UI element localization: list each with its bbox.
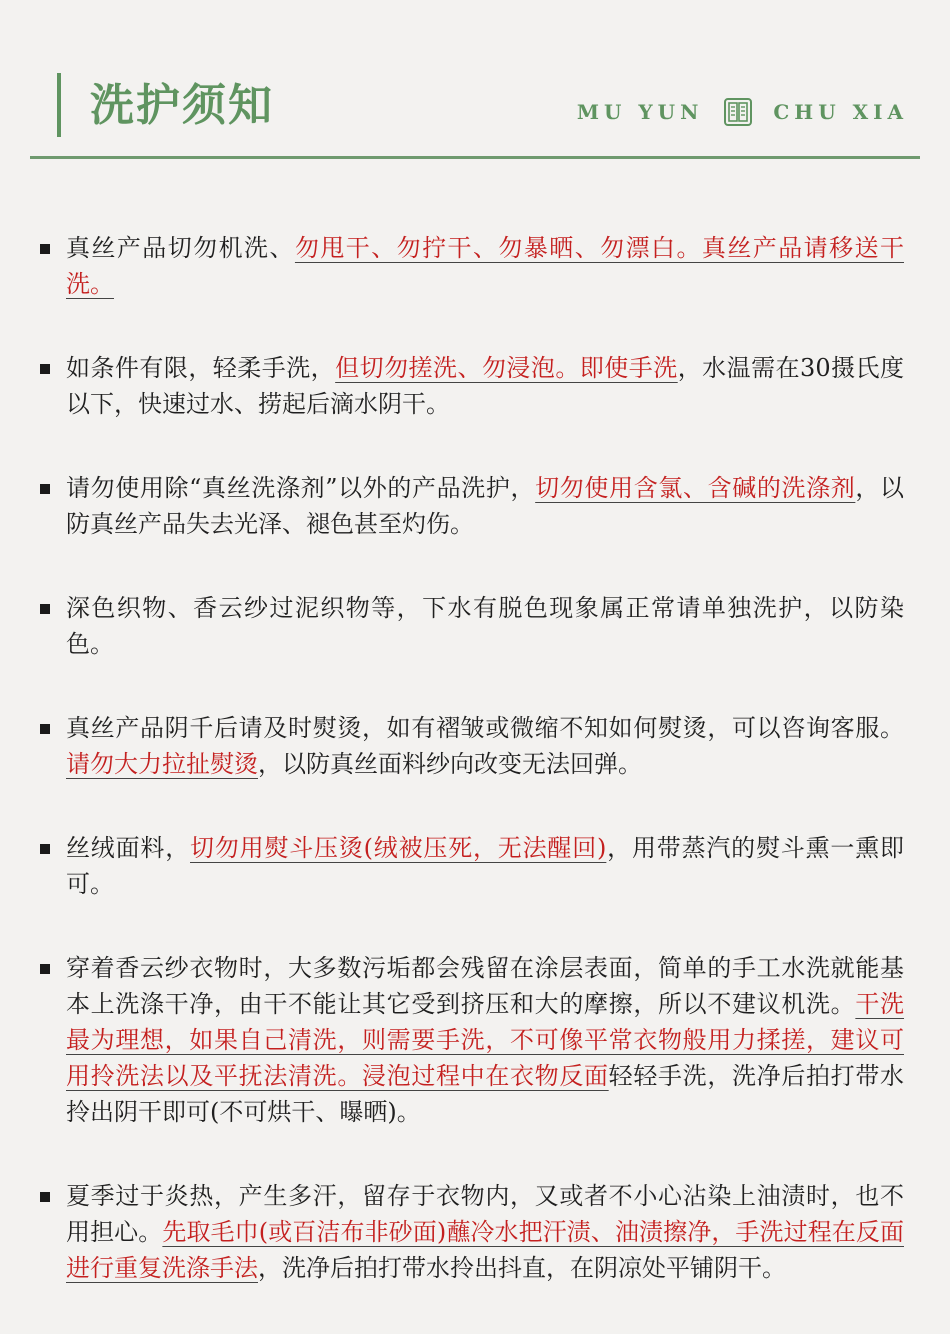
list-item [40, 950, 910, 1130]
brand-name-right: CHU XIA [773, 100, 908, 124]
instruction-text: 轻轻手洗，洗净后拍打带水拎出阴干即可(不可烘干、曝晒)。 [66, 1062, 905, 1126]
highlighted-warning-text: 切勿用熨斗压烫(绒被压死，无法醒回) [190, 834, 607, 862]
highlighted-warning-text: 干洗最为理想，如果自己清洗，则需要手洗，不可像平常衣物般用力揉搓，建议可用拎洗法以及平抚法清洗。浸泡过程中在衣物反面 [66, 990, 905, 1090]
highlighted-warning-text: 勿甩干、勿拧干、勿暴晒、勿漂白。真丝产品请移送干洗。 [66, 234, 904, 298]
instruction-text: 丝绒面料， [66, 834, 191, 862]
list-item-text [66, 830, 904, 902]
instruction-text: ，用带蒸汽的熨斗熏一熏即可。 [66, 834, 904, 898]
instruction-text: 夏季过于炎热，产生多汗，留存于衣物内，又或者不小心沾染上油渍时，也不用担心。 [66, 1182, 904, 1246]
list-item [40, 470, 910, 542]
instruction-text: ，水温需在30摄氏度以下，快速过水、捞起后滴水阴干。 [66, 354, 905, 418]
list-item [40, 830, 910, 902]
list-item [40, 230, 910, 302]
book-seal-icon [723, 97, 753, 127]
instruction-text: 真丝产品阴千后请及时熨烫，如有褶皱或微缩不知如何熨烫，可以咨询客服。 [66, 714, 904, 742]
highlighted-warning-text: 切勿使用含氯、含碱的洗涤剂 [535, 474, 856, 502]
list-item [40, 710, 910, 782]
list-item-text [66, 590, 904, 662]
bullet-square-icon [40, 364, 50, 374]
instruction-text: ，以防真丝面料纱向改变无法回弹。 [258, 750, 642, 778]
bullet-square-icon [40, 1192, 50, 1202]
list-item-text [66, 1178, 904, 1286]
highlighted-warning-text: 先取毛巾(或百洁布非砂面)蘸冷水把汗渍、油渍擦净，手洗过程在反面进行重复洗涤手法 [66, 1218, 904, 1282]
instruction-text: ，以防真丝产品失去光泽、褪色甚至灼伤。 [66, 474, 905, 538]
instruction-text: 如条件有限，轻柔手洗， [66, 354, 336, 382]
page-title: 洗护须知 [90, 80, 274, 131]
instruction-text: 真丝产品切勿机洗、 [66, 234, 295, 262]
list-item-text [66, 470, 904, 542]
instruction-text: ，洗净后拍打带水拎出抖直，在阴凉处平铺阴干。 [258, 1254, 786, 1282]
instruction-text: 请勿使用除“真丝洗涤剂”以外的产品洗护， [66, 474, 536, 502]
list-item [40, 1178, 910, 1286]
bullet-square-icon [40, 604, 50, 614]
care-list [40, 230, 910, 1334]
list-item [40, 590, 910, 662]
highlighted-warning-text: 请勿大力拉扯熨烫 [66, 750, 258, 778]
bullet-square-icon [40, 484, 50, 494]
bullet-square-icon [40, 964, 50, 974]
bullet-square-icon [40, 844, 50, 854]
brand-logo [577, 94, 908, 130]
list-item [40, 350, 910, 422]
list-item-text [66, 950, 904, 1130]
bullet-square-icon [40, 724, 50, 734]
list-item-text [66, 350, 904, 422]
header [0, 0, 950, 165]
title-accent-bar [57, 73, 61, 137]
brand-name-left: MU YUN [576, 100, 704, 124]
bullet-square-icon [40, 244, 50, 254]
instruction-text: 深色织物、香云纱过泥织物等，下水有脱色现象属正常请单独洗护，以防染色。 [66, 594, 904, 658]
header-divider [30, 156, 920, 159]
list-item-text [66, 230, 904, 302]
highlighted-warning-text: 但切勿搓洗、勿浸泡。即使手洗 [335, 354, 678, 382]
instruction-text: 穿着香云纱衣物时，大多数污垢都会残留在涂层表面，简单的手工水洗就能基本上洗涤干净，由干不能让其它受到挤压和大的摩擦，所以不建议机洗。 [66, 954, 904, 1018]
list-item-text [66, 710, 904, 782]
